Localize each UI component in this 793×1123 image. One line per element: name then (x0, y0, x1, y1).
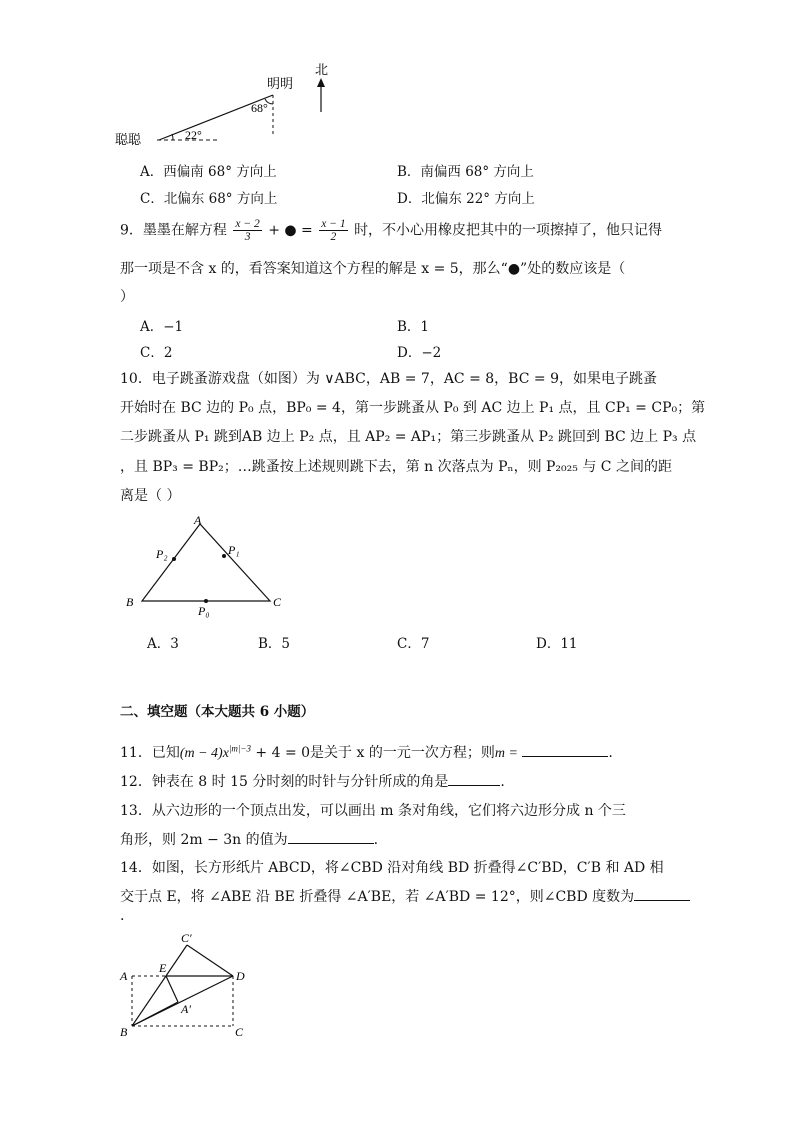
q14-text: 交于点 E，将 ∠ABE 沿 BE 折叠得 ∠A′BE，若 ∠A′BD = 12°，则∠CBD 度数为 (120, 889, 635, 905)
q9-line1 (120, 218, 662, 243)
point-p2 (172, 557, 176, 561)
compass-diagram (115, 62, 345, 152)
q12-line (120, 771, 505, 791)
section-2-title: 二、填空题（本大题共 6 小题） (120, 704, 315, 720)
q11-expression: (m − 4)x (179, 746, 229, 761)
label-cp: C′ (181, 931, 192, 945)
label-d: D (236, 969, 245, 983)
segment-bcp (132, 945, 187, 1026)
q11-exponent: |m|−3 (228, 743, 251, 754)
triangle-figure (120, 512, 300, 622)
q13-prefix: 角形，则 2m − 3n 的值为 (120, 832, 288, 848)
segment-eap (166, 976, 178, 1002)
label-e: E (159, 961, 167, 975)
q8-option-a[interactable]: A．西偏南 68° 方向上 (140, 164, 277, 180)
q10-option-d[interactable]: D．11 (536, 636, 578, 652)
label-b: B (120, 1025, 128, 1039)
q9-option-a[interactable]: A．−1 (140, 319, 184, 335)
person-b-label: 聪聪 (115, 132, 142, 147)
q8-option-b[interactable]: B．南偏西 68° 方向上 (397, 164, 534, 180)
angle-68-label: 68° (251, 101, 268, 115)
q9-option-c[interactable]: C．2 (140, 345, 173, 361)
triangle-abc (142, 524, 270, 601)
q10-option-c[interactable]: C．7 (397, 636, 430, 652)
q9-prefix: 9．墨墨在解方程 (120, 222, 227, 239)
q9-line3: ） (120, 289, 134, 305)
q9-fraction-2: $\frac{x - 1}{2}$ (321, 218, 346, 243)
q13-line1: 13．从六边形的一个顶点出发，可以画出 m 条对角线，它们将六边形分成 n 个三 (120, 803, 626, 819)
segment-cpd (187, 945, 233, 976)
q12-answer-blank[interactable] (448, 773, 500, 786)
point-p0 (204, 599, 208, 603)
q10-line2: 开始时在 BC 边的 P₀ 点，BP₀ = 4，第一步跳蚤从 P₀ 到 AC 边上 P₁ 点，且 CP₁ = CP₀；第 (120, 400, 706, 416)
label-p0: P₀ (198, 604, 210, 618)
q11-prefix: 11．已知 (120, 745, 180, 761)
q10-option-a[interactable]: A．3 (147, 636, 179, 652)
q11-suffix: 是关于 x 的一元一次方程；则 (310, 745, 495, 761)
rectangle-fold-figure (115, 930, 255, 1042)
q11-answer-blank[interactable] (522, 744, 608, 757)
q9-fraction-1: $\frac{x - 2}{3}$ (235, 218, 260, 243)
label-p1: P₁ (228, 543, 240, 557)
q10-line3: 二步跳蚤从 P₁ 跳到AB 边上 P₂ 点，且 AP₂ = AP₁；第三步跳蚤从 P₂ 跳回到 BC 边上 P₃ 点 (120, 429, 697, 445)
q11-expression-rest: + 4 = 0 (250, 745, 311, 761)
q8-option-d[interactable]: D．北偏东 22° 方向上 (397, 191, 535, 207)
label-b: B (126, 595, 134, 609)
q10-line4: ，且 BP₃ = BP₂；…跳蚤按上述规则跳下去，第 n 次落点为 Pₙ，则 P₂₀₂₅ 与 C 之间的距 (120, 459, 672, 475)
label-ap: A′ (181, 1002, 191, 1016)
q14-line2 (120, 886, 690, 906)
north-label: 北 (315, 62, 329, 77)
q14-answer-blank[interactable] (634, 888, 690, 901)
q14-line3: . (120, 908, 125, 924)
point-p1 (222, 554, 226, 558)
q10-line5: 离是（ ） (120, 488, 181, 504)
q12-text: 12．钟表在 8 时 15 分时刻的时针与分针所成的角是 (120, 774, 449, 790)
label-c: C (273, 595, 282, 609)
segment-bap (132, 1002, 178, 1026)
q9-option-d[interactable]: D．−2 (397, 345, 442, 361)
label-c: C (235, 1025, 244, 1039)
q14-line1: 14．如图，长方形纸片 ABCD，将∠CBD 沿对角线 BD 折叠得∠C′BD，C′B 和 AD 相 (120, 860, 664, 876)
q11-line (120, 742, 613, 762)
q11-end: . (608, 745, 613, 761)
q9-line2: 那一项是不含 x 的，看答案知道这个方程的解是 x = 5，那么“●”处的数应该是（ (120, 261, 626, 277)
label-p2: P₂ (156, 547, 168, 561)
north-arrow-head (317, 78, 325, 87)
q9-mid: + ● = (268, 222, 313, 239)
person-a-label: 明明 (267, 76, 294, 91)
q10-option-b[interactable]: B．5 (258, 636, 291, 652)
q13-line2 (120, 829, 378, 849)
q10-line1: 10．电子跳蚤游戏盘（如图）为 ∨ABC，AB = 7，AC = 8，BC = 9，如果电子跳蚤 (120, 371, 657, 387)
q13-end: . (373, 832, 379, 848)
label-a: A (194, 513, 202, 527)
q9-suffix: 时，不小心用橡皮把其中的一项擦掉了，他只记得 (354, 222, 663, 239)
angle-22-label: 22° (185, 128, 202, 142)
q8-option-c[interactable]: C．北偏东 68° 方向上 (140, 191, 278, 207)
q13-answer-blank[interactable] (288, 831, 374, 844)
q9-option-b[interactable]: B．1 (397, 319, 430, 335)
q11-m-eq: m = (494, 746, 518, 761)
q12-end: . (500, 774, 505, 790)
label-a: A (120, 969, 128, 983)
